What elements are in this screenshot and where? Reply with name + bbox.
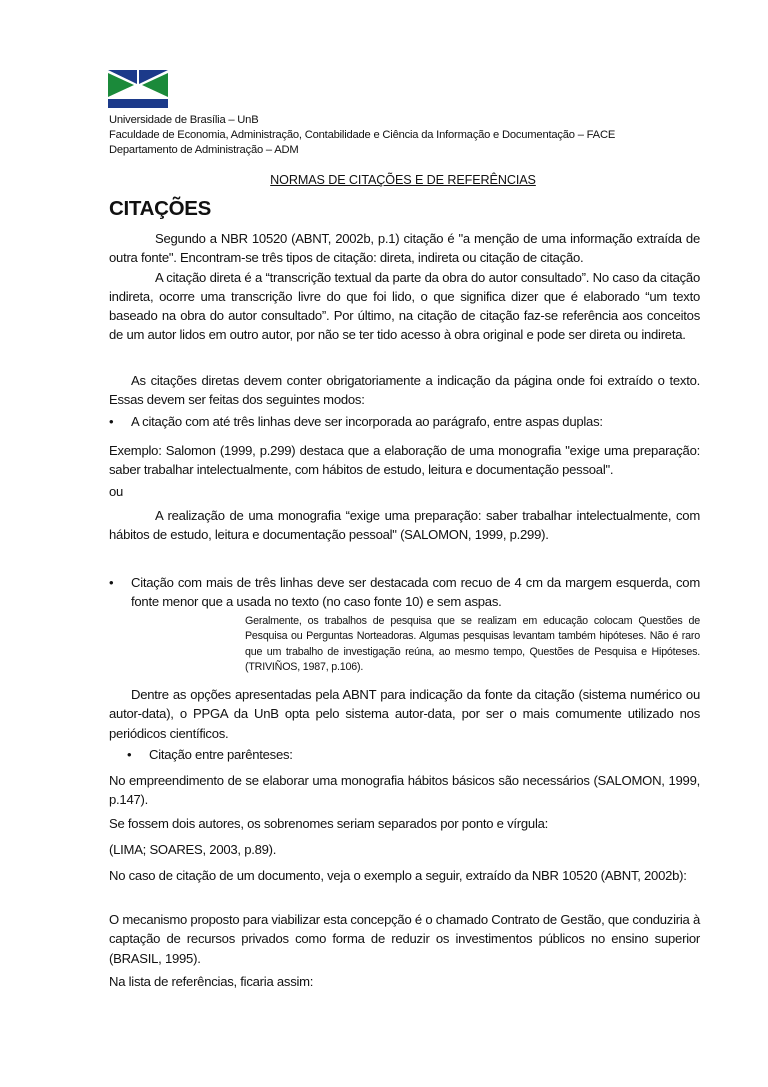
- bullet-text: Citação entre parênteses:: [149, 747, 293, 762]
- block-quote: [109, 614, 700, 675]
- paragraph-reference-list: Na lista de referências, ficaria assim:: [109, 974, 314, 989]
- bullet-text: A citação com até três linhas deve ser incorporada ao parágrafo, entre aspas duplas:: [131, 414, 603, 429]
- list-item: [109, 412, 700, 431]
- body-block-8: [109, 910, 700, 968]
- body-block-3: [109, 685, 700, 743]
- bullet-dot: •: [109, 575, 114, 590]
- ou-block: [109, 482, 700, 501]
- body-block-4: [109, 771, 700, 810]
- body-block-6: [109, 840, 700, 859]
- paragraph-example: Exemplo: Salomon (1999, p.299) destaca que a elaboração de uma monografia "exige uma preparação: saber trabalhar intelectualmente, com hábitos de estudo, leitura e documentação pessoal".: [109, 443, 700, 478]
- list-item: [109, 573, 700, 612]
- header-faculty: Faculdade de Economia, Administração, Contabilidade e Ciência da Informação e Documentação – FACE: [109, 129, 616, 141]
- unb-logo: [108, 70, 168, 108]
- paragraph-two-authors: Se fossem dois autores, os sobrenomes seriam separados por ponto e vírgula:: [109, 816, 549, 831]
- section-heading: CITAÇÕES: [109, 197, 212, 220]
- header-university: Universidade de Brasília – UnB: [109, 114, 259, 126]
- bullet-parentheses: [109, 745, 700, 764]
- bullet-dot: •: [127, 747, 132, 762]
- bullet-short-citation: [109, 412, 700, 431]
- header-department: Departamento de Administração – ADM: [109, 144, 299, 156]
- paragraph-alt-example: A realização de uma monografia “exige uma preparação: saber trabalhar intelectualmente, com hábitos de estudo, leitura e documentação pessoal" (SALOMON, 1999, p.299).: [109, 508, 700, 543]
- paragraph-citation-types: A citação direta é a “transcrição textual da parte da obra do autor consultado”. No caso da citação indireta, ocorre uma transcrição livre do que foi lido, o que significa dizer que é elaborado “um texto baseado na obra do autor consultado”. Por último, na citação de citação faz-se referência aos conceitos de um autor lidos em outro autor, por não se ter tido acesso à obra original e pode ser direta ou indireta.: [109, 269, 700, 343]
- paragraph-document-citation: No caso de citação de um documento, veja o exemplo a seguir, extraído da NBR 10520 (ABNT, 2002b):: [109, 868, 687, 883]
- paragraph-lima-soares: (LIMA; SOARES, 2003, p.89).: [109, 842, 277, 857]
- paragraph-ou: ou: [109, 484, 124, 499]
- body-block-1: [109, 229, 700, 345]
- example-block: [109, 441, 700, 480]
- paragraph-direct-citations: As citações diretas devem conter obrigatoriamente a indicação da página onde foi extraído o texto. Essas devem ser feitas dos seguintes modos:: [109, 373, 700, 408]
- body-block-7: [109, 866, 700, 885]
- quote-text: Geralmente, os trabalhos de pesquisa que se realizam em educação colocam Questões de Pesquisa ou Perguntas Norteadoras. Algumas pesquisas levantam também hipóteses. Não é raro que um trabalho de investigação reúna, ao mesmo tempo, Questões de Pesquisa e Hipóteses. (TRIVIÑOS, 1987, p.106).: [245, 615, 700, 673]
- paragraph-definition: Segundo a NBR 10520 (ABNT, 2002b, p.1) citação é "a menção de uma informação extraída de outra fonte". Encontram-se três tipos de citação: direta, indireta ou citação de citação.: [109, 231, 700, 266]
- body-block-2: [109, 371, 700, 410]
- alt-example-block: [109, 506, 700, 545]
- list-item: [109, 745, 700, 764]
- paragraph-habits: No empreendimento de se elaborar uma monografia hábitos básicos são necessários (SALOMON, 1999, p.147).: [109, 773, 700, 808]
- bullet-long-citation: [109, 573, 700, 612]
- logo-base-bar: [108, 99, 168, 108]
- paragraph-author-date: Dentre as opções apresentadas pela ABNT para indicação da fonte da citação (sistema numérico ou autor-data), o PPGA da UnB opta pelo sistema autor-data, por ser o mais comumente utilizado nos periódicos científicos.: [109, 687, 700, 741]
- body-block-5: [109, 814, 700, 833]
- paragraph-mechanism: O mecanismo proposto para viabilizar esta concepção é o chamado Contrato de Gestão, que conduziria à captação de recursos privados como forma de reduzir os investimentos públicos no ensino superior (BRASIL, 1995).: [109, 912, 700, 966]
- institution-header: [109, 113, 709, 158]
- document-title: NORMAS DE CITAÇÕES E DE REFERÊNCIAS: [270, 173, 536, 187]
- bullet-text: Citação com mais de três linhas deve ser destacada com recuo de 4 cm da margem esquerda, com fonte menor que a usada no texto (no caso fonte 10) e sem aspas.: [131, 575, 700, 610]
- bullet-dot: •: [109, 414, 114, 429]
- body-block-9: [109, 972, 700, 991]
